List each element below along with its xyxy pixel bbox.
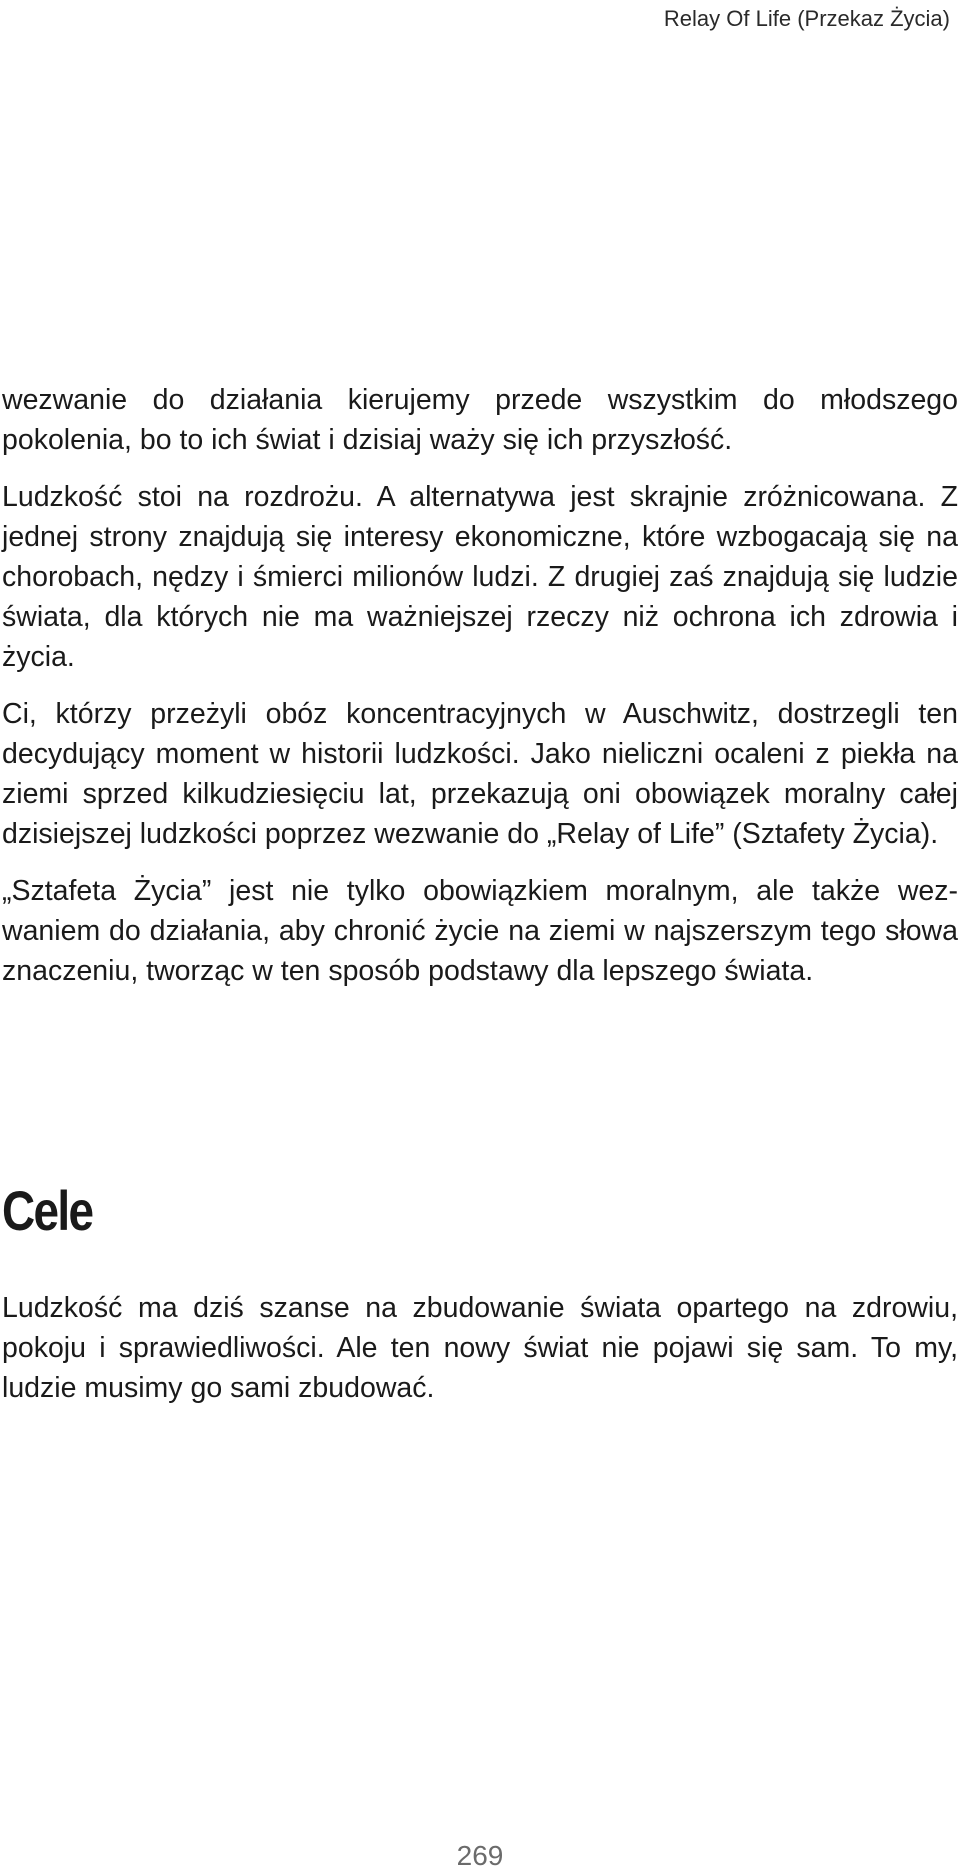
paragraph: Ludzkość stoi na rozdrożu. A alternatywa jest skrajnie zróżnicowana. Z jednej strony znajdują się interesy ekonomiczne, które wzbogacają się na chorobach, nędzy i śmierci milionów ludzi. Z drugiej zaś znajdują się ludzie świata, dla których nie ma ważniejszej rzeczy niż ochrona ich zdrowia i życia. [2,481,958,673]
section-heading: Cele [2,1179,93,1242]
paragraph: wezwanie do działania kierujemy przede wszystkim do młodszego pokolenia, bo to ich świat i dzisiaj waży się ich przyszłość. [2,384,958,456]
running-header: Relay Of Life (Przekaz Życia) [663,6,950,31]
paragraph: Ci, którzy przeżyli obóz koncentracyjnych w Auschwitz, dostrzegli ten decydujący moment w historii ludzkości. Jako nieliczni ocaleni z piekła na ziemi sprzed kilkudziesięciu lat, przekazują oni obowiązek moralny całej dzisiejszej ludzkości poprzez wezwanie do „Relay of Life” (Sztafety Życia). [2,698,958,850]
section-text [2,1288,958,1425]
main-text [2,380,958,1008]
paragraph: Ludzkość ma dziś szanse na zbudowanie świata opartego na zdrowiu, pokoju i sprawiedliwości. Ale ten nowy świat nie pojawi się sam. To my, ludzie musimy go sami zbudować. [2,1292,958,1404]
page-number: 269 [456,1840,504,1871]
paragraph: „Sztafeta Życia” jest nie tylko obowiązkiem moralnym, ale także wezwaniem do działania, aby chronić życie na ziemi w najszerszym tego słowa znaczeniu, tworząc w ten sposób podstawy dla lepszego świata. [2,875,958,987]
